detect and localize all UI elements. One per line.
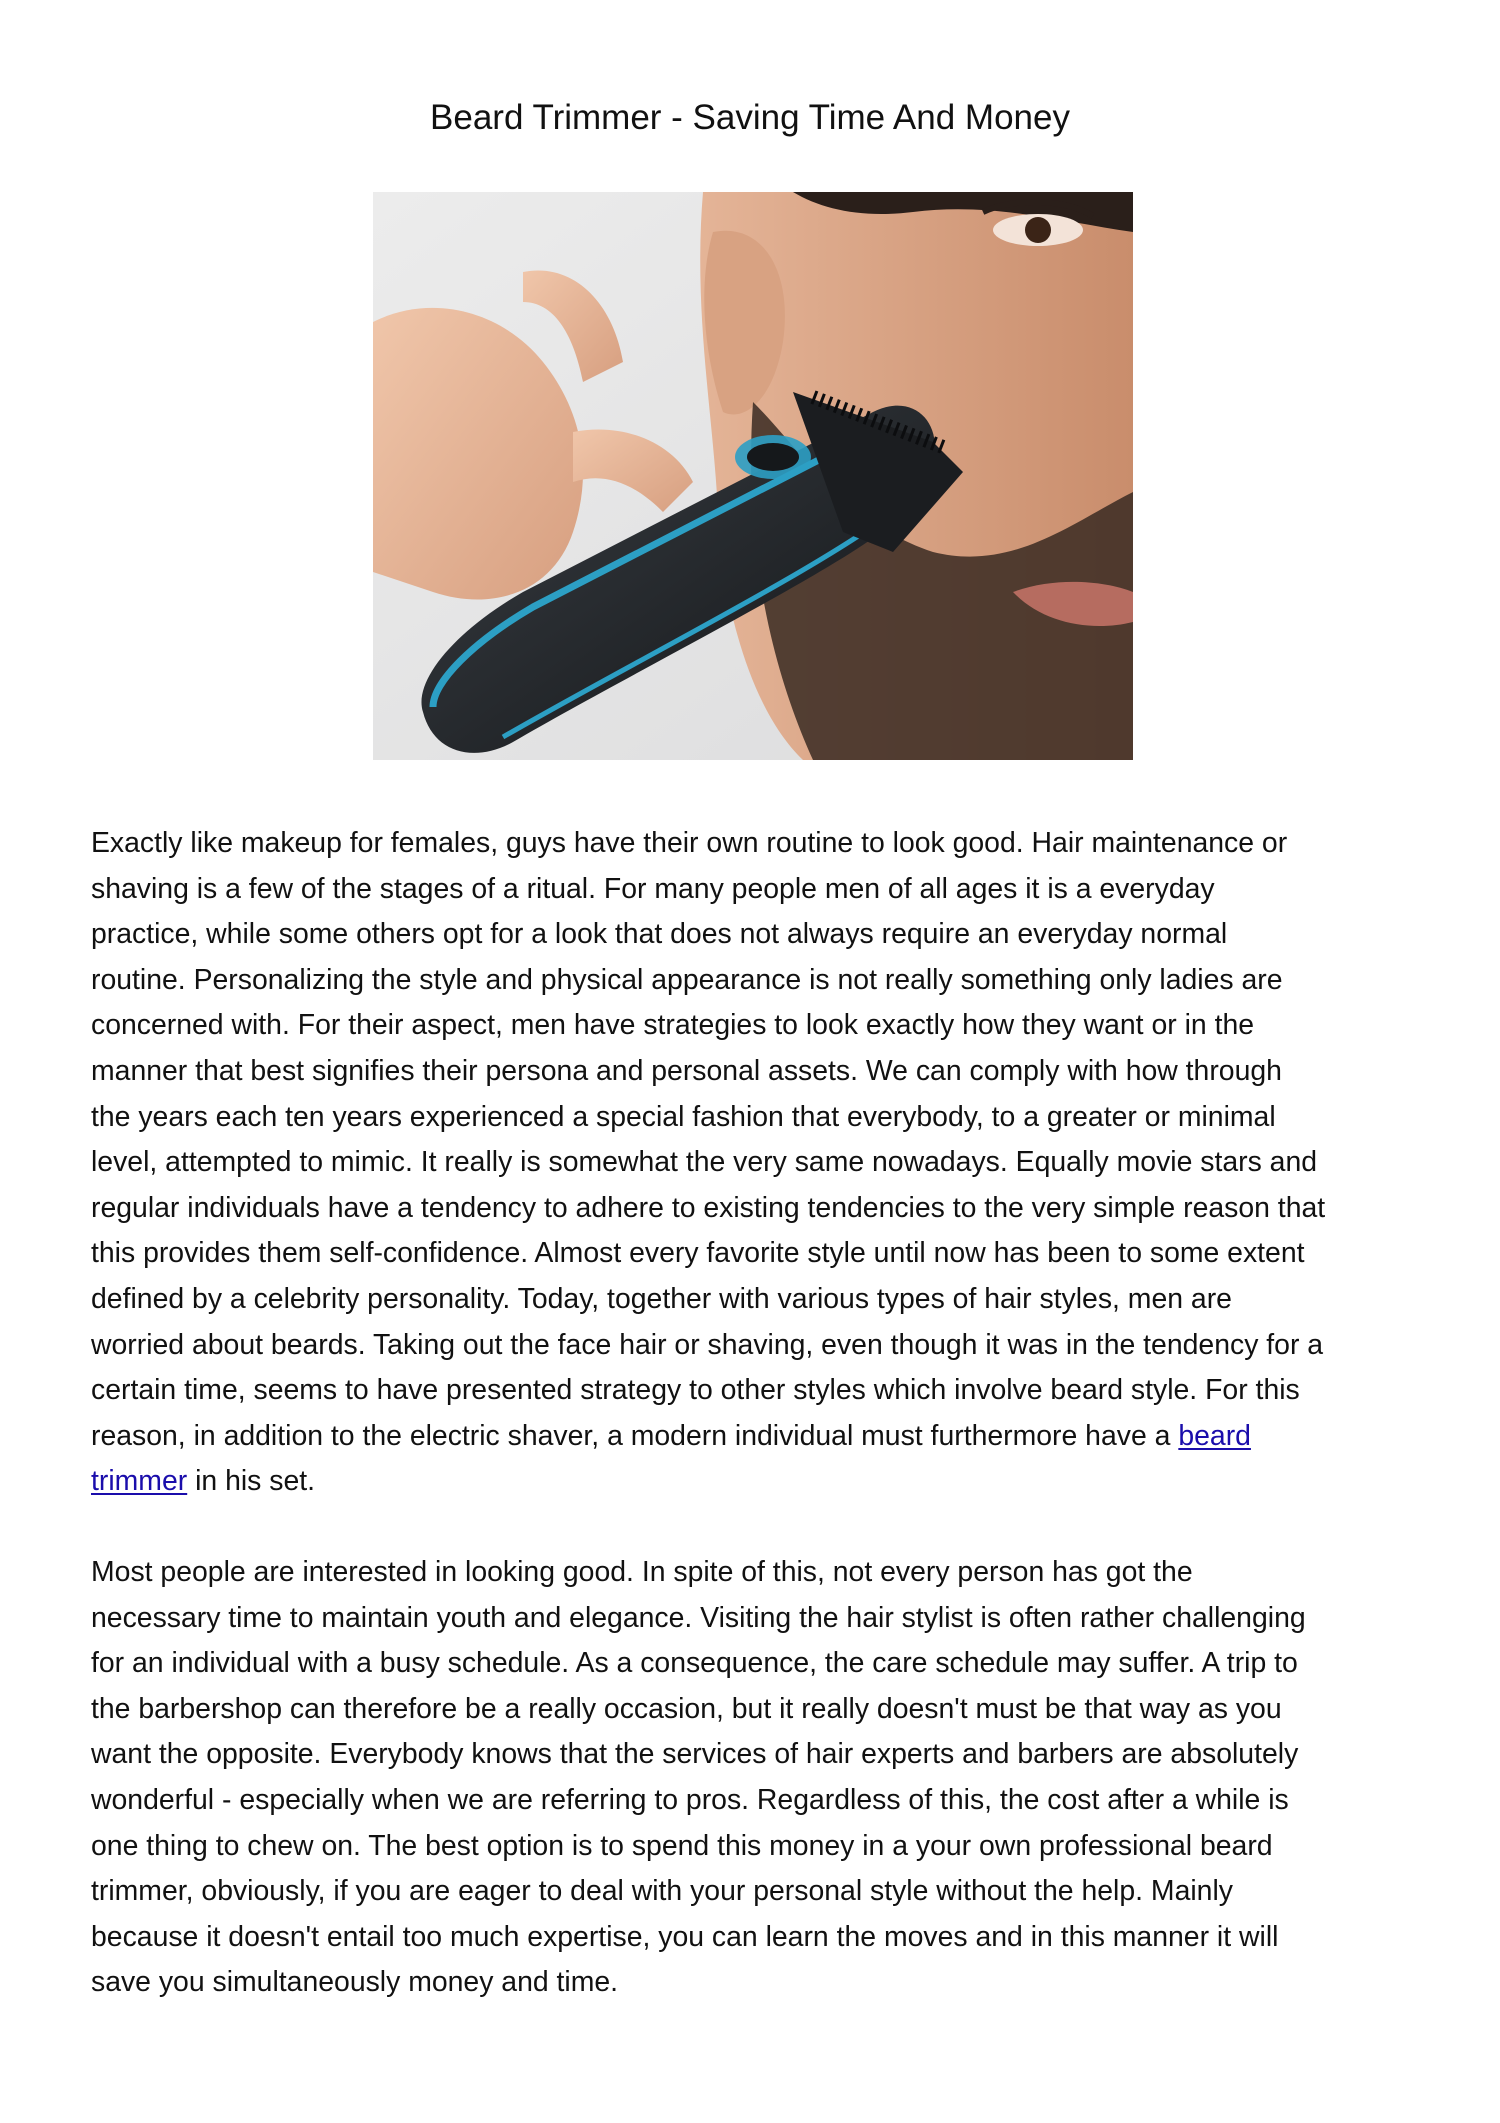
page-title: Beard Trimmer - Saving Time And Money — [430, 98, 1070, 137]
beard-trimmer-link[interactable]: beard trimmer — [91, 1419, 1251, 1498]
beard-trimmer-photo — [373, 192, 1133, 760]
paragraph-1-text: Exactly like makeup for females, guys have their own routine to look good. Hair maintenance or shaving is a few of the stages of a ritual. For many people men of all ages it is a everyday practice, while some others opt for a look that does not always require an everyday normal routine. Personalizing the style and physical appearance is not really something only ladies are concerned with. For their aspect, men have strategies to look exactly how they want or in the manner that best signifies their persona and personal assets. We can comply with how through the years each ten years experienced a special fashion that everybody, to a greater or minimal level, attempted to mimic. It really is somewhat the very same nowadays. Equally movie stars and regular individuals have a tendency to adhere to existing tendencies to the very simple reason that this provides them self-confidence. Almost every favorite style until now has been to some extent defined by a celebrity personality. Today, together with various types of hair styles, men are worried about beards. Taking out the face hair or shaving, even though it was in the tendency for a certain time, seems to have presented strategy to other styles which involve beard style. For this reason, in addition to the electric shaver, a modern individual must furthermore have a — [91, 827, 1326, 1452]
paragraph-2: Most people are interested in looking good. In spite of this, not every person has got the necessary time to maintain youth and elegance. Visiting the hair stylist is often rather challenging for an individual with a busy schedule. As a consequence, the care schedule may suffer. A trip to the barbershop can therefore be a really occasion, but it really doesn't must be that way as you want the opposite. Everybody knows that the services of hair experts and barbers are absolutely wonderful - especially when we are referring to pros. Regardless of this, the cost after a while is one thing to chew on. The best option is to spend this money in a your own professional beard trimmer, obviously, if you are eager to deal with your personal style without the help. Mainly because it doesn't entail too much expertise, you can learn the moves and in this manner it will save you simultaneously money and time. — [91, 1556, 1306, 1999]
paragraph-1 — [91, 821, 1421, 1505]
paragraph-1-text-end: in his set. — [187, 1465, 316, 1498]
